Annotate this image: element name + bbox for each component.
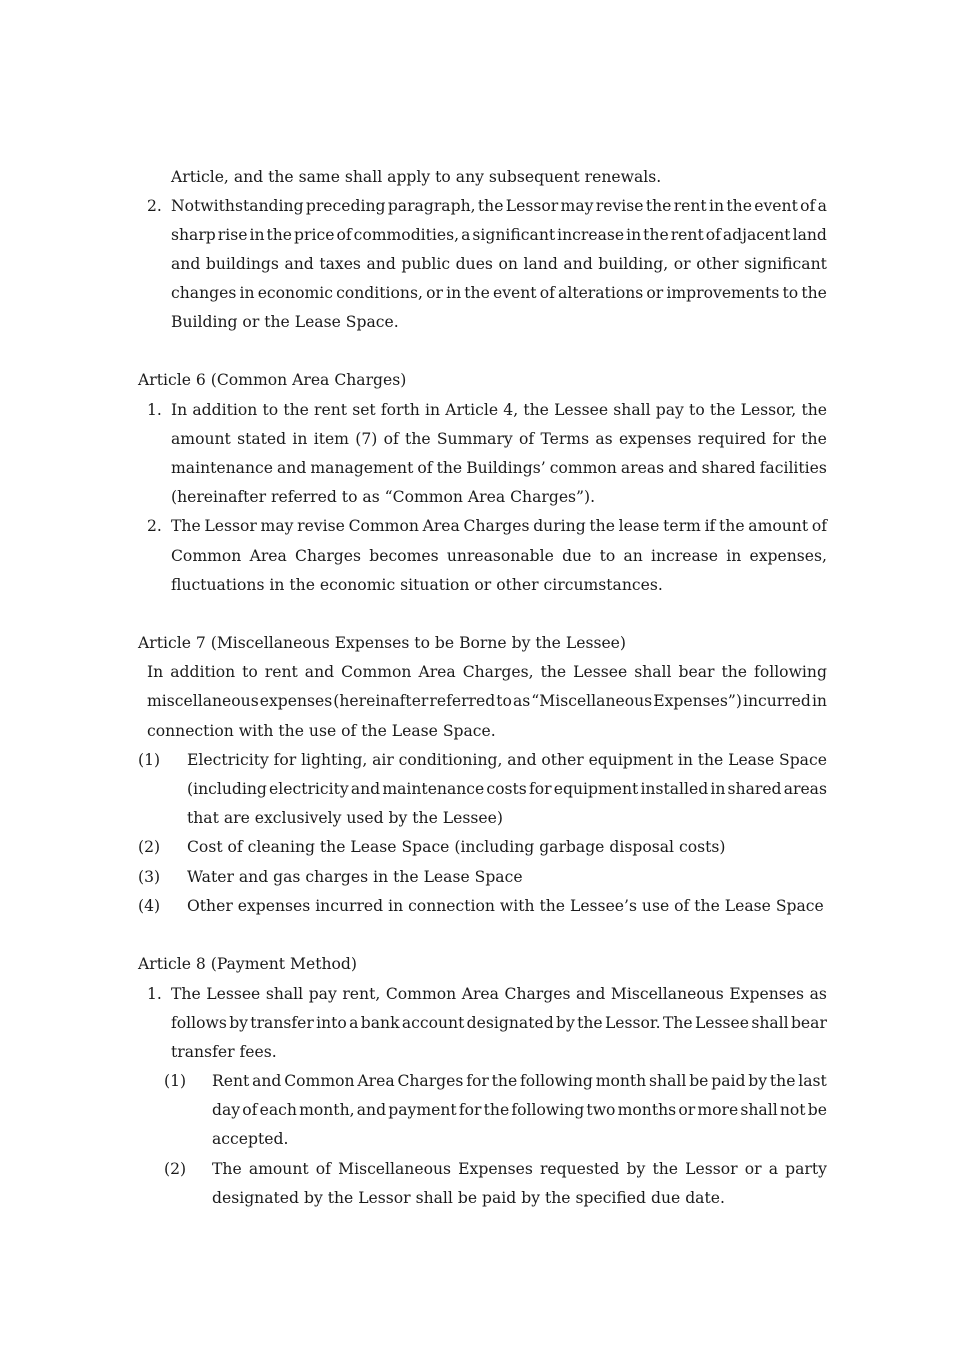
art6-para1-number: 1. xyxy=(147,401,162,419)
art6-para2-line-1: The Lessor may revise Common Area Charges during the lease term if the amount of xyxy=(171,517,827,535)
art6-para1-line-1: In addition to the rent set forth in Article 4, the Lessee shall pay to the Lessor, the xyxy=(171,401,827,419)
art5-para2-line-5: Building or the Lease Space. xyxy=(171,313,399,331)
art5-para2-line-2: sharp rise in the price of commodities, a significant increase in the rent of adjacent land xyxy=(171,226,827,244)
art6-para1-line-4: (hereinafter referred to as “Common Area Charges”). xyxy=(171,488,596,506)
art8-sub1-line-2: day of each month, and payment for the following two months or more shall not be xyxy=(212,1101,827,1119)
art8-sub1-line-3: accepted. xyxy=(212,1130,289,1148)
art5-para2-line-1: Notwithstanding preceding paragraph, the Lessor may revise the rent in the event of a xyxy=(171,197,827,215)
art8-para1-line-1: The Lessee shall pay rent, Common Area Charges and Miscellaneous Expenses as xyxy=(171,985,827,1003)
article-8-heading: Article 8 (Payment Method) xyxy=(138,955,357,973)
article-6-heading: Article 6 (Common Area Charges) xyxy=(138,371,407,389)
art8-para1-line-2: follows by transfer into a bank account designated by the Lessor. The Lessee shall bear xyxy=(171,1014,827,1032)
art8-sub2-line-2: designated by the Lessor shall be paid by the specified due date. xyxy=(212,1189,725,1207)
art7-item1-line-3: that are exclusively used by the Lessee) xyxy=(187,809,503,827)
art6-para2-number: 2. xyxy=(147,517,162,535)
art8-para1-line-3: transfer fees. xyxy=(171,1043,277,1061)
art7-item4-number: (4) xyxy=(138,897,161,915)
art5-para2-line-4: changes in economic conditions, or in the event of alterations or improvements to the xyxy=(171,284,827,302)
art6-para2-line-2: Common Area Charges becomes unreasonable due to an increase in expenses, xyxy=(171,547,827,565)
art8-sub1-number: (1) xyxy=(164,1072,187,1090)
art8-sub2-line-1: The amount of Miscellaneous Expenses requested by the Lessor or a party xyxy=(212,1160,827,1178)
art8-para1-number: 1. xyxy=(147,985,162,1003)
art6-para2-line-3: fluctuations in the economic situation or other circumstances. xyxy=(171,576,663,594)
art7-item1-number: (1) xyxy=(138,751,161,769)
art7-intro-line-2: miscellaneous expenses (hereinafter referred to as “Miscellaneous Expenses”) incurred in xyxy=(147,692,827,710)
article-7-heading: Article 7 (Miscellaneous Expenses to be Borne by the Lessee) xyxy=(138,634,626,652)
art7-intro-line-1: In addition to rent and Common Area Charges, the Lessee shall bear the following xyxy=(147,663,827,681)
art8-sub1-line-1: Rent and Common Area Charges for the following month shall be paid by the last xyxy=(212,1072,827,1090)
art7-item2-line: Cost of cleaning the Lease Space (including garbage disposal costs) xyxy=(187,838,726,856)
art7-item3-line: Water and gas charges in the Lease Space xyxy=(187,868,523,886)
art6-para1-line-2: amount stated in item (7) of the Summary of Terms as expenses required for the xyxy=(171,430,827,448)
art7-item1-line-2: (including electricity and maintenance costs for equipment installed in shared areas xyxy=(187,780,827,798)
art7-item3-number: (3) xyxy=(138,868,161,886)
art7-intro-line-3: connection with the use of the Lease Space. xyxy=(147,722,496,740)
art7-item1-line-1: Electricity for lighting, air conditioning, and other equipment in the Lease Space xyxy=(187,751,827,769)
art5-para2-number: 2. xyxy=(147,197,162,215)
art6-para1-line-3: maintenance and management of the Buildings’ common areas and shared facilities xyxy=(171,459,827,477)
art5-para2-line-3: and buildings and taxes and public dues on land and building, or other significant xyxy=(171,255,827,273)
art7-item2-number: (2) xyxy=(138,838,161,856)
art5-tail-line: Article, and the same shall apply to any subsequent renewals. xyxy=(171,168,662,186)
art7-item4-line: Other expenses incurred in connection with the Lessee’s use of the Lease Space xyxy=(187,897,824,915)
art8-sub2-number: (2) xyxy=(164,1160,187,1178)
